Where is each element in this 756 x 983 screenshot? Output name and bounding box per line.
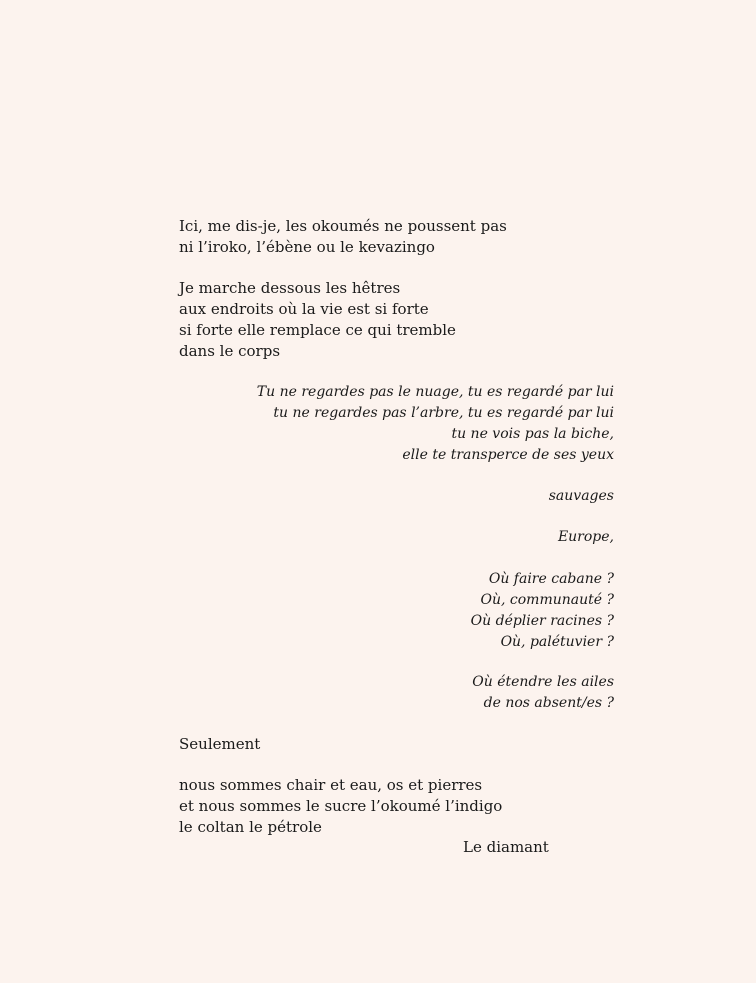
italic-line: Où, palétuvier ? — [500, 634, 614, 650]
italic-line: Tu ne regardes pas le nuage, tu es regardé par lui — [256, 384, 614, 400]
italic-line: sauvages — [548, 488, 614, 504]
poem-line: nous sommes chair et eau, os et pierres — [179, 776, 483, 794]
italic-line: Où déplier racines ? — [470, 613, 614, 629]
poem-line: et nous sommes le sucre l’okoumé l’indigo — [179, 797, 503, 815]
poem-line: dans le corps — [179, 342, 281, 360]
italic-line: elle te transperce de ses yeux — [402, 447, 614, 463]
poem-line: le coltan le pétrole — [179, 818, 322, 836]
italic-line: tu ne regardes pas l’arbre, tu es regardé par lui — [273, 405, 614, 421]
poem-line: ni l’iroko, l’ébène ou le kevazingo — [179, 238, 435, 256]
italic-line: Où faire cabane ? — [488, 571, 614, 587]
poem-line: Ici, me dis-je, les okoumés ne poussent pas — [179, 217, 507, 235]
italic-line: Europe, — [557, 529, 614, 545]
italic-line: de nos absent/es ? — [483, 695, 614, 711]
poem-line: Seulement — [179, 735, 261, 753]
italic-line: tu ne vois pas la biche, — [451, 426, 614, 442]
poem-line: Je marche dessous les hêtres — [179, 279, 401, 297]
poem-line-final: Le diamant — [463, 838, 549, 856]
poem-line: si forte elle remplace ce qui tremble — [179, 321, 456, 339]
italic-line: Où étendre les ailes — [472, 674, 614, 690]
italic-line: Où, communauté ? — [480, 592, 614, 608]
poem-line: aux endroits où la vie est si forte — [179, 300, 429, 318]
